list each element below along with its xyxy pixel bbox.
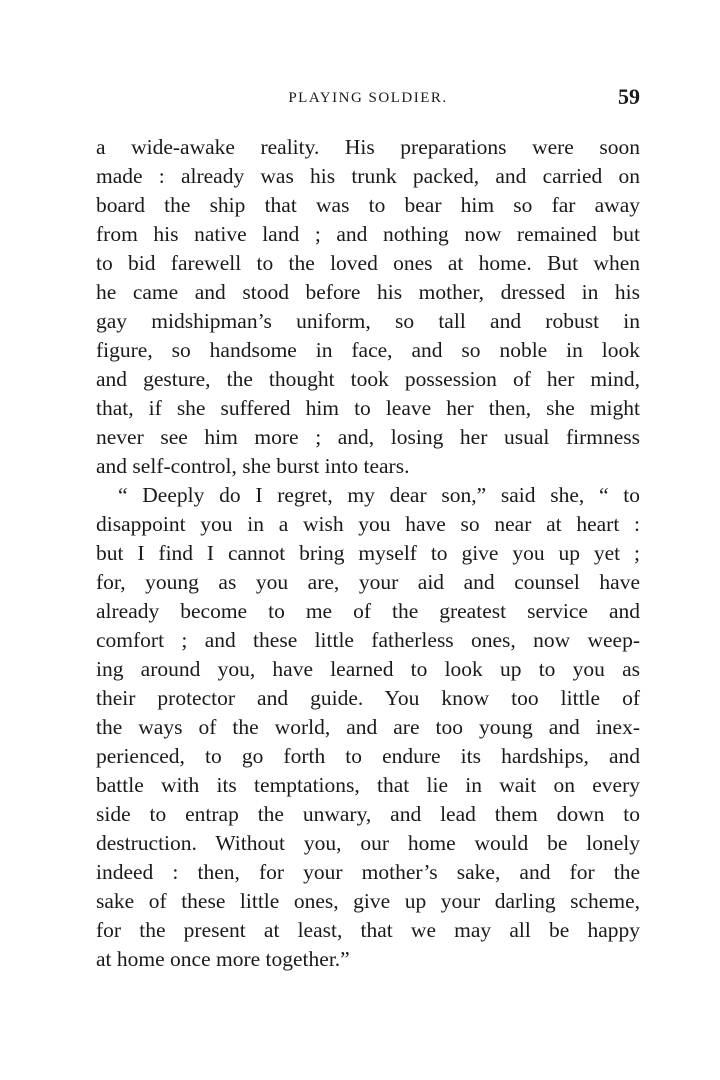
text-line: he came and stood before his mother, dressed in his xyxy=(96,280,640,304)
text-line: indeed : then, for your mother’s sake, and for the xyxy=(96,860,640,884)
text-line: battle with its temptations, that lie in wait on every xyxy=(96,773,640,797)
text-line: disappoint you in a wish you have so near at heart : xyxy=(96,512,640,536)
running-head xyxy=(96,84,640,114)
text-line: comfort ; and these little fatherless ones, now weep- xyxy=(96,628,640,652)
body-text xyxy=(96,133,640,974)
text-line: the ways of the world, and are too young and inex- xyxy=(96,715,640,739)
text-line: for, young as you are, your aid and counsel have xyxy=(96,570,640,594)
text-line: gay midshipman’s uniform, so tall and robust in xyxy=(96,309,640,333)
page-number: 59 xyxy=(618,84,640,109)
text-line: ing around you, have learned to look up to you as xyxy=(96,657,640,681)
text-line: for the present at least, that we may all be happy xyxy=(96,918,640,942)
text-line: figure, so handsome in face, and so noble in look xyxy=(96,338,640,362)
text-line: made : already was his trunk packed, and carried on xyxy=(96,164,640,188)
text-line: never see him more ; and, losing her usual firmness xyxy=(96,425,640,449)
text-line: perienced, to go forth to endure its hardships, and xyxy=(96,744,640,768)
text-line: already become to me of the greatest service and xyxy=(96,599,640,623)
text-line: destruction. Without you, our home would be lonely xyxy=(96,831,640,855)
text-line: but I find I cannot bring myself to give you up yet ; xyxy=(96,541,640,565)
text-line: sake of these little ones, give up your darling scheme, xyxy=(96,889,640,913)
text-line: that, if she suffered him to leave her then, she might xyxy=(96,396,640,420)
text-line: a wide-awake reality. His preparations were soon xyxy=(96,135,640,159)
running-title: PLAYING SOLDIER. xyxy=(288,90,448,106)
text-line: side to entrap the unwary, and lead them down to xyxy=(96,802,640,826)
text-line: from his native land ; and nothing now remained but xyxy=(96,222,640,246)
text-line: and gesture, the thought took possession of her mind, xyxy=(96,367,640,391)
paragraph-end-line: and self-control, she burst into tears. xyxy=(96,454,410,478)
paragraph-end-line: at home once more together.” xyxy=(96,947,350,971)
text-line: to bid farewell to the loved ones at home. But when xyxy=(96,251,640,275)
text-line: board the ship that was to bear him so far away xyxy=(96,193,640,217)
text-line: their protector and guide. You know too little of xyxy=(96,686,640,710)
paragraph-start-line: “ Deeply do I regret, my dear son,” said she, “ to xyxy=(118,483,640,507)
